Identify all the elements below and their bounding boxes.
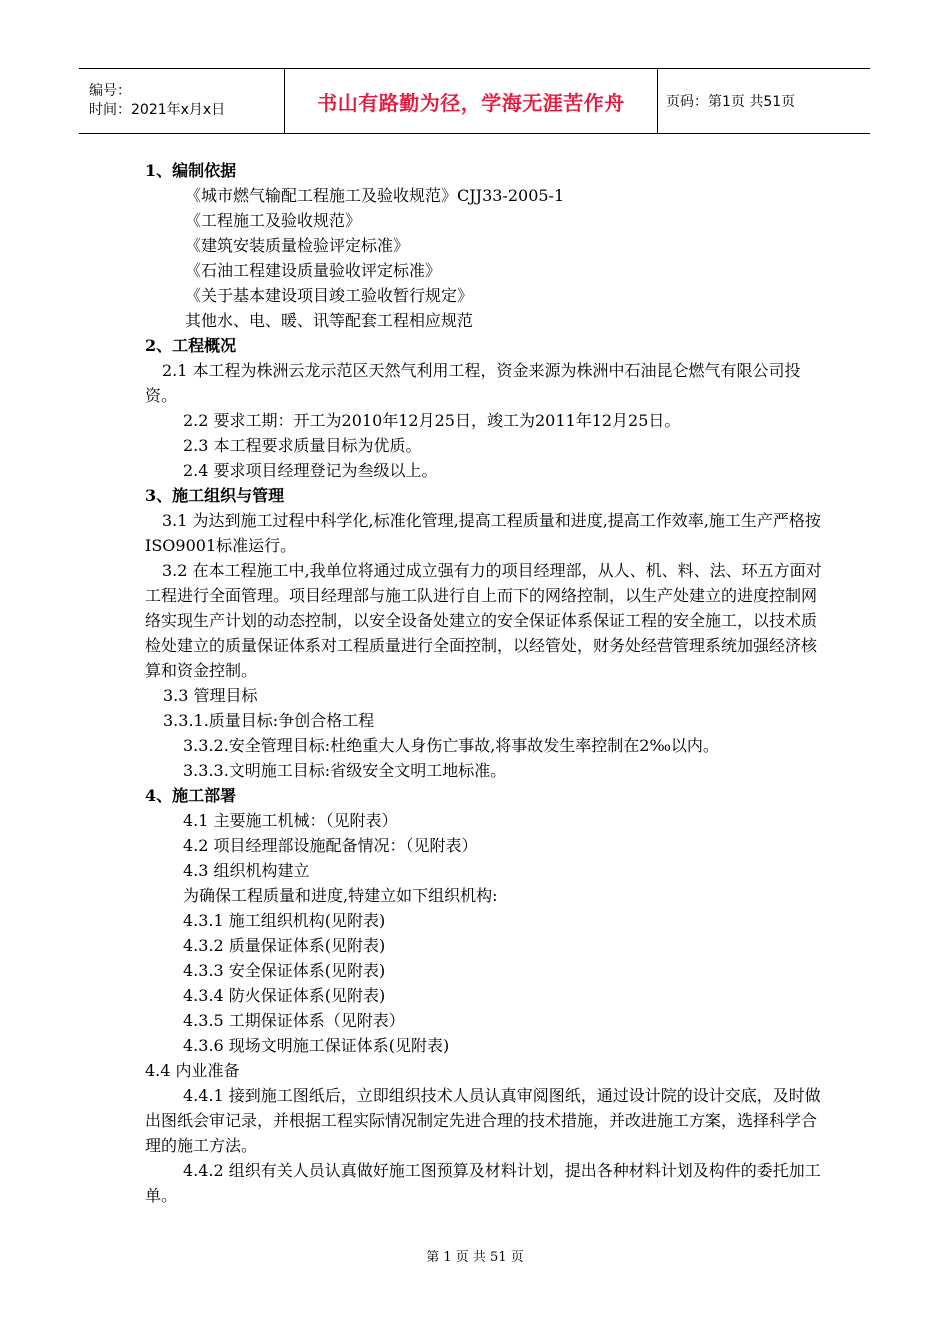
reference-item: 《石油工程建设质量验收评定标准》 — [185, 261, 442, 280]
section-heading: 2、工程概况 — [145, 336, 237, 355]
page-header — [79, 68, 870, 134]
reference-item: 《工程施工及验收规范》 — [185, 211, 362, 230]
paragraph: 3.3.1.质量目标:争创合格工程 — [163, 711, 375, 730]
header-page-info-cell — [658, 69, 795, 133]
paragraph: 3.3.2.安全管理目标:杜绝重大人身伤亡事故,将事故发生率控制在2‰以内。 — [183, 736, 719, 755]
paragraph: 4.3.5 工期保证体系（见附表） — [183, 1011, 405, 1030]
paragraph: 4.3.1 施工组织机构(见附表) — [183, 911, 386, 930]
paragraph: 4.4.2 组织有关人员认真做好施工图预算及材料计划，提出各种材料计划及构件的委托加工单。 — [145, 1161, 821, 1205]
paragraph: 4.4 内业准备 — [145, 1061, 240, 1080]
paragraph: 2.4 要求项目经理登记为叁级以上。 — [183, 461, 438, 480]
section-heading: 4、施工部署 — [145, 786, 237, 805]
paragraph: 为确保工程质量和进度,特建立如下组织机构: — [183, 886, 498, 905]
paragraph: 4.3 组织机构建立 — [183, 861, 310, 880]
paragraph: 4.3.6 现场文明施工保证体系(见附表) — [183, 1036, 450, 1055]
paragraph: 2.3 本工程要求质量目标为优质。 — [183, 436, 422, 455]
header-meta — [79, 69, 284, 133]
paragraph: 4.3.2 质量保证体系(见附表) — [183, 936, 386, 955]
paragraph: 4.4.1 接到施工图纸后，立即组织技术人员认真审阅图纸，通过设计院的设计交底，及时做出图纸会审记录，并根据工程实际情况制定先进合理的技术措施，并改进施工方案，选择科学合理的施工方法。 — [145, 1086, 821, 1155]
paragraph: 4.3.3 安全保证体系(见附表) — [183, 961, 386, 980]
paragraph: 3.3.3.文明施工目标:省级安全文明工地标准。 — [183, 761, 507, 780]
paragraph: 2.1 本工程为株洲云龙示范区天然气利用工程，资金来源为株洲中石油昆仑燃气有限公司投资。 — [145, 361, 801, 405]
document-number-label: 编号： — [89, 83, 131, 99]
reference-item: 《建筑安装质量检验评定标准》 — [185, 236, 410, 255]
reference-item: 《城市燃气输配工程施工及验收规范》CJJ33-2005-1 — [185, 186, 565, 205]
header-motto: 书山有路勤为径，学海无涯苦作舟 — [317, 90, 625, 115]
paragraph: 4.2 项目经理部设施配备情况：（见附表） — [183, 836, 478, 855]
paragraph: 2.2 要求工期：开工为2010年12月25日，竣工为2011年12月25日。 — [183, 411, 681, 430]
document-body — [145, 158, 825, 1208]
page-footer: 第 1 页 共 51 页 — [426, 1250, 524, 1265]
reference-item: 《关于基本建设项目竣工验收暂行规定》 — [185, 286, 474, 305]
paragraph: 3.2 在本工程施工中,我单位将通过成立强有力的项目经理部，从人、机、料、法、环五方面对工程进行全面管理。项目经理部与施工队进行自上而下的网络控制，以生产处建立的进度控制网络实现生产计划的动态控制，以安全设备处建立的安全保证体系保证工程的安全施工，以技术质检处建立的质量保证体系对工程质量进行全面控制，以经管处，财务处经营管理系统加强经济核算和资金控制。 — [145, 561, 822, 680]
header-page-info: 页码：第1页 共51页 — [666, 94, 796, 110]
section-heading: 3、施工组织与管理 — [145, 486, 285, 505]
document-time-label: 时间：2021年x月x日 — [89, 102, 226, 118]
paragraph: 3.1 为达到施工过程中科学化,标准化管理,提高工程质量和进度,提高工作效率,施工生产严格按ISO9001标准运行。 — [145, 511, 821, 555]
section-heading: 1、编制依据 — [145, 161, 237, 180]
paragraph: 4.3.4 防火保证体系(见附表) — [183, 986, 386, 1005]
reference-item: 其他水、电、暖、讯等配套工程相应规范 — [185, 311, 474, 330]
paragraph: 3.3 管理目标 — [163, 686, 258, 705]
paragraph: 4.1 主要施工机械：（见附表） — [183, 811, 398, 830]
header-motto-cell — [284, 69, 658, 133]
